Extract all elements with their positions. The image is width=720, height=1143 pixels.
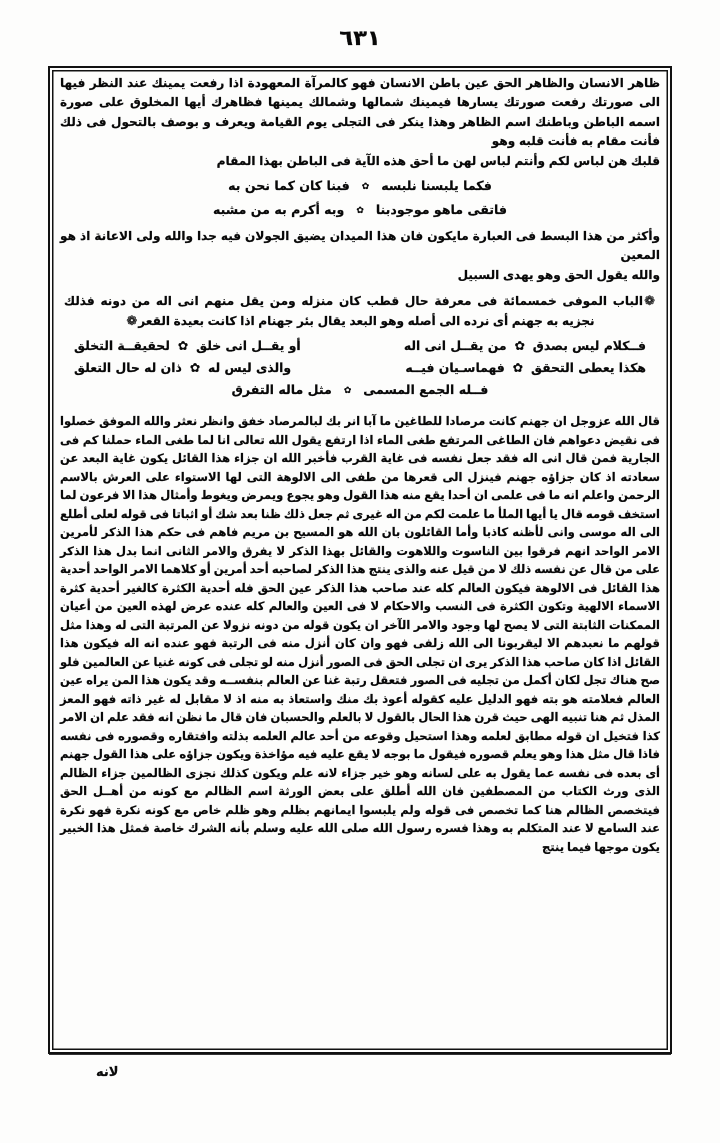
- text-line: والاحكام لا فى العين والعالم كله عنده عرض لهذه العين من أعيان الممكنات الثابتة التى لا يصح لها وجود: [60, 599, 661, 632]
- text-line: الباب الموفى خمسمائة فى معرفة حال قطب كان منزله ومن يقل منهم انى اله من دونه فذلك نجزيه به: [64, 294, 644, 328]
- text-frame: [48, 66, 672, 1054]
- text-line: والله يقول الحق وهو يهدى السبيل: [457, 267, 660, 282]
- hemistich: ذان له حال التعلق: [74, 360, 182, 376]
- text-line: لا عند المتكلم به وهذا فسره رسول الله صلى الله عليه وسلم بأنه الشرك خاصة فمثل هذا الخبير يكون موجها فيما ينتج: [60, 821, 660, 854]
- verse-separator-icon: ✿: [514, 338, 525, 354]
- page-number: ١٣٦: [339, 26, 381, 50]
- text-line: انى اله فقد جعل نفسه فى غاية القرب فأخبر الله ان جزاء هذا القائل يكون غاية البعد عن سعادته اذ كان جزاؤه جهنم: [60, 451, 660, 484]
- hemistich-right: فاتقى ماهو موجودبنا: [375, 202, 507, 218]
- hemistich: لحقيقــة التخلق: [74, 338, 170, 354]
- text-line: ينتج هذا الذكر لصاحبه أحد أمرين أو كلاهما الامر الواحد أحدية هذا القائل فى الالوهة فيكون العالم كله: [60, 562, 661, 595]
- hemistich: هكذا يعطى التحقق: [530, 360, 646, 376]
- text-line: القول جهنم أى بعده فى نفسه عما يقول به على لسانه وهو خير جزاء لانه علم ويكون كذلك نجزى الظالمين جزاء الظالم: [60, 747, 660, 780]
- quad-verse-right-column: [404, 335, 646, 357]
- text-line: فينزل الى قعرها من طفى الى الالوهة التى لها الاستواء على العرش بالاسم الرحمن واعلم انه ما فى علمى ان أحدا يقع: [60, 469, 661, 503]
- hemistich-right: فــله الجمع المسمى: [363, 382, 489, 398]
- verse-separator-icon: ✿: [361, 182, 370, 193]
- hemistich-left: فبنا كان كما نحن به: [228, 178, 350, 194]
- verse-separator-icon: ✿: [343, 386, 352, 397]
- hemistich: من يقــل انى اله: [403, 338, 507, 354]
- text-line: قلبك هن لباس لكم وأنتم لباس لهن ما أحق هذه الآية فى الباطن بهذا المقام: [216, 153, 660, 168]
- text-line: رفعت صورتك يسارها فيمينك شمالها وشمالك يمينها فظاهرك أيها المخلوق على صورة اسمه الباطن وباطنك: [60, 95, 660, 129]
- spacer: [60, 403, 660, 412]
- catchword: لانه: [96, 1065, 119, 1080]
- text-line: نقيض دعواهم فان الطاغى المرتفع طغى الماء اذا ارتفع يقول الله تعالى انا لما طغى الماء حملنا كم فى الجارية فمن قال: [60, 432, 660, 466]
- text-line: لكم من اله غيرى ثم جعل ذلك ظنا بعد شك أو اثباتا فى قوله لعلى أطلع الى اله موسى وانى لأظنه كاذبا وأما القائلون: [60, 506, 660, 540]
- text-line: عند صاحب هذا الذكر عين الحق فله أحدية الكثرة كالغير أحدية كثرة الاسماء الالهية وتكون الكثرة فى النسب: [60, 580, 660, 614]
- paragraph-top: [60, 74, 660, 171]
- hemistich: والذى ليس له: [208, 360, 292, 376]
- hemistich-left: وبه أكرم به من مشبه: [213, 202, 345, 218]
- hemistich: فــكلام ليس بصدق: [532, 338, 646, 354]
- text-line: قال الله عزوجل ان جهنم كانت مرصادا للطاغين ما آبا انر بك لبالمرصاد خفق وانظر نعثر والله الموفق خصلوا فى: [60, 414, 660, 447]
- verse-line: [60, 379, 660, 403]
- text-line: الذى ورث الكتاب من المصطفين فان الله أطلق على بعض الورثة اسم الظالم مع كونه من أهــل الحق فيتخصص: [60, 784, 660, 817]
- verse-separator-icon: ✿: [512, 360, 523, 376]
- hemistich-left: مثل ماله التفرق: [231, 382, 332, 398]
- text-line: والامر الآخر ان يكون قوله من دونه نزولا عن المرتبة التى له وهذا مثل قولهم ما نعبدهم الا ليقربونا الى الله زلفى فهو: [60, 617, 660, 651]
- quad-verse-left-column: [74, 357, 291, 379]
- paragraph-mid: [60, 227, 660, 285]
- text-line: الظالم هنا كما تخصص فى قوله ولم يلبسوا ايمانهم بظلم وهو ظلم خاص مع كونه نكرة فهو نكرة عند السامع: [60, 802, 660, 836]
- verse-line: [60, 175, 660, 199]
- text-line: ما نظن انه فقد علم ان الامر كذا فتخيل ان قوله مطابق لعلمه وهذا استحيل وقوعه من أحد عالم العلمه بذلته وافتقاره: [60, 710, 660, 743]
- chapter-heading: [60, 292, 660, 331]
- text-line: العالم بنفســه وقد يكون هذا المن يراه عين العالم فعلامته هو بته فهو الدليل عليه كقوله أعوذ بك منك واستعاذ به: [60, 673, 660, 706]
- verse-separator-icon: ✿: [177, 338, 189, 354]
- frame-content: [60, 74, 660, 1048]
- quad-verse-left-column: [74, 335, 301, 357]
- ornament-open-icon: ❁: [644, 294, 655, 310]
- text-line: جهنم أى نرده الى أصله وهو البعد يقال بئر جهنام اذا كانت بعيدة القعر: [138, 313, 543, 328]
- quad-verse-line: [60, 357, 660, 379]
- text-line: والقائل بهذا الذكر لا يفرق والامر الثانى انما بدل هذا الذكر على من قال عن نفسه ذلك لا من قيل عنه والذى: [60, 543, 660, 577]
- text-line: وان كان أنزل منه فى الرتبة فهو عنده انه اله فيكون هذا القائل اذا كان صاحب هذا الذكر يرى ان تجلى الحق فى الصور: [60, 636, 661, 669]
- text-line: وقصوره فى نفسه فاذا قال مثل هذا وهو يعلم قصوره فيقول ما بوجه لا يقع عليه فيه مؤاخذة ويكون جزاؤه على هذا: [60, 728, 660, 762]
- hemistich: أو يقــل انى خلق: [196, 338, 301, 354]
- spacer: [60, 285, 660, 292]
- verse-separator-icon: ✿: [356, 206, 364, 217]
- text-line: وأكثر من هذا البسط فى العبارة مايكون فان هذا الميدان يضيق الجولان فيه جدا والله ولى الاعانة اذ هو المعين: [60, 229, 660, 263]
- hemistich: فهماسـيان فيــه: [405, 360, 505, 376]
- text-line: منه هذا القول وهو يجوع ويمرض ويغوط وأمثال هذا الا فرعون لما استخف قومه قال يا أيها الملأ ما علمت: [60, 488, 661, 521]
- verse-separator-icon: ✿: [189, 360, 200, 376]
- text-line: بان الله هو المسيح بن مريم فاهم فى حكم هذا الذكر لأمرين الامر الواحد انهم فرقوا بين الناسوت واللاهوت: [60, 525, 661, 558]
- text-line: ظاهر الانسان والظاهر الحق عين باطن الانسان فهو كالمرآة المعهودة اذا رفعت يمينك عند النظر فيها الى صورتك: [60, 76, 660, 110]
- hemistich-right: فكما يلبسنا نلبسه: [381, 178, 492, 194]
- verse-line: [60, 199, 660, 223]
- ornament-close-icon: ❁: [126, 313, 138, 329]
- text-line: أنزل منه لو تجلى فى كونه غنيا عن العالمين فلو صح هناك تجل لكان أكمل من تجليه فى الصور فتعقل رتبة غنا عن: [60, 654, 661, 688]
- quad-verse-right-column: [405, 357, 646, 379]
- text-line: اسم الظاهر وهذا ينكر فى التجلى يوم القيامة ويعرف و بوصف بالتحول فى ذلك فأنت مقام به فأنت قلبه وهو: [60, 114, 660, 149]
- text-line: منه اذ لا مقابل له غير ذاته فهو المعز المذل ثم هنا تنبيه الهى حيث قرن هذا الحال بالقول لا بالعلم والحسبان فان قال: [60, 691, 661, 725]
- quad-verse-line: [60, 335, 660, 357]
- paragraph-body: [60, 412, 660, 856]
